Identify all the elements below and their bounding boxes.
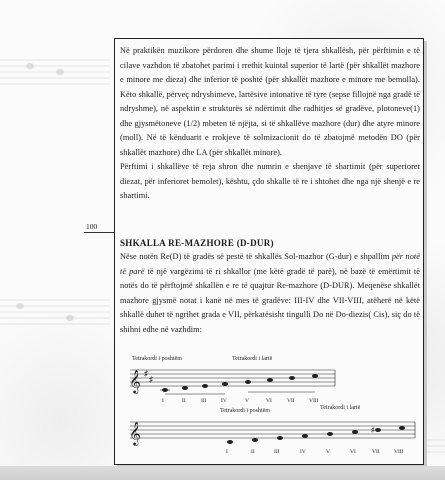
- staff-1: [129, 356, 335, 404]
- sharp-f-icon: ♯: [144, 369, 148, 378]
- staff2-label-lower-tetrachord: Tetrakordi i poshtëm: [220, 408, 270, 414]
- section-heading: SHKALLA RE-MAZHORE (D-DUR): [120, 238, 274, 248]
- paragraph-3-end: të një vargëzimi të ri shkallor (me këtë gradë të parë), në bazë të emërtimit të notës do të përftojmë shkallën e re të quajtur Re-mazhore (D-DUR). Meqenëse shkallët mazhore gjysmë notat i kanë në mes të gradëve: III-IV dhe VII-VIII, atëherë në këtë shkallë duhet të ngrihet grada e VII, përkatësisht tingulli Do në Do-diezis( Cis), siç do të shihni edhe në vazhdim:: [120, 266, 421, 334]
- staff2-degree-5: V: [326, 449, 330, 455]
- staff1-degree-5: V: [245, 398, 249, 404]
- music-example: [120, 352, 420, 457]
- staff-2: [129, 405, 415, 455]
- staff2-degree-1: I: [226, 449, 228, 455]
- page-number-rule: [84, 232, 114, 233]
- sharp-c-accidental-icon: ♯: [371, 426, 375, 434]
- page-number: 100: [86, 222, 98, 231]
- staff1-label-lower-tetrachord: Tetrakordi i poshtëm: [132, 356, 182, 362]
- staff1-degree-3: III: [201, 398, 207, 404]
- staff2-degree-3: III: [274, 449, 280, 455]
- staff1-degree-1: I: [162, 398, 164, 404]
- staff1-degree-7: VII: [287, 398, 295, 404]
- staff2-degree-6: VI: [350, 449, 356, 455]
- paragraph-3-emphasis: për notë të parë: [120, 252, 420, 276]
- treble-clef-icon: 𝄞: [129, 423, 141, 445]
- paragraph-2: Përftimi i shkallëve të reja shron dhe numrin e shenjave të shartimit (për superioret diezat, për inferioret bemolet), kështu, çdo shkalle të re i shtohet dhe nga një shenjë e re shartimi.: [120, 162, 420, 200]
- staff2-degree-4: IV: [300, 449, 306, 455]
- staff1-degree-4: IV: [221, 398, 227, 404]
- treble-clef-icon: 𝄞: [129, 371, 141, 393]
- paragraph-3-start: Nëse notën Re(D) të gradës së pestë të shkallës Sol-mazhor (G-dur) e shpallim: [120, 252, 392, 261]
- sharp-c-icon: ♯: [149, 375, 153, 384]
- paragraph-1: Në praktikën muzikore përdoren dhe shume lloje të tjera shkallësh, për përftimin e të cilave vazhdon të zbatohet parimi i rrethit kuintal superior të lartë (për shkallët mazhore e minore me dieza) dhe inferior të poshtë (për shkallët mazhore e minore me bemolla). Këto shkallë, përveç ndryshimeve, lartësive intonative të tyre (sepse fillojnë nga gradë të ndryshme), në aspektin e strukturës së ndërtimit dhe radhitjes së gradëve, plotoneve(1) dhe gjysmëtoneve (1/2) mbeten të njëjta, si të shkallëve mazhore (dur) dhe atyre minore (moll). Në të kënduarit e rrokjeve të solmizacionit do të zbatojmë metodën DO (për shkallët mazhore) dhe LA (për shkallët minore).: [120, 46, 420, 157]
- staff1-degree-6: VI: [266, 398, 272, 404]
- staff1-degree-8: VIII: [309, 398, 319, 404]
- staff2-degree-8: VIII: [394, 449, 404, 455]
- paragraph-intro: [120, 44, 420, 204]
- staff1-degree-2: II: [182, 398, 186, 404]
- staff2-label-upper-tetrachord: Tetrakordi i lartë: [320, 405, 361, 411]
- staff2-degree-2: II: [251, 449, 255, 455]
- bottom-border: [0, 466, 445, 480]
- paragraph-d-major: [120, 250, 420, 337]
- staff2-degree-7: VII: [372, 449, 380, 455]
- staff1-label-upper-tetrachord: Tetrakordi i lartë: [232, 356, 273, 362]
